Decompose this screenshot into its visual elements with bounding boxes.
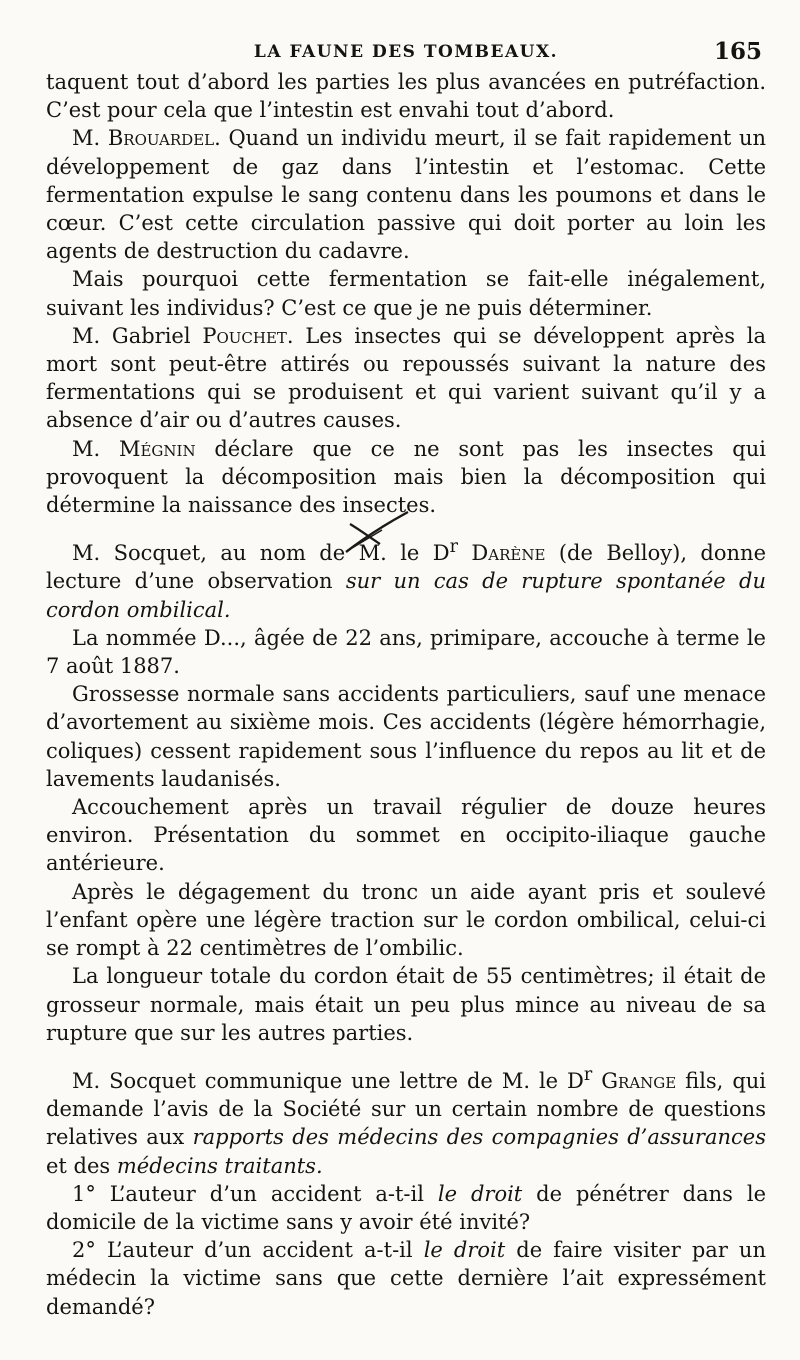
- paragraph: M. Brouardel. Quand un individu meurt, il se fait rapidement un développement de gaz dans l’intestin et l’estomac. Cette fermentation expulse le sang contenu dans les poumons et dans le cœur. C’est cette circulation passive qui doit porter au loin les agents de destruction du cadavre.: [46, 126, 766, 264]
- paragraph: M. Socquet communique une lettre de M. le $D^r$ Grange fils, qui demande l’avis de la Société sur un certain nombre de questions relatives aux rapports des médecins des compagnies d’assurances et des médecins traitants.: [46, 1064, 767, 1178]
- speaker-name: Pouchet.: [202, 323, 294, 348]
- paragraph: Après le dégagement du tronc un aide ayant pris et soulevé l’enfant opère une légère traction sur le cordon ombilical, celui-ci se rompt à 22 centimètres de l’ombilic.: [46, 879, 766, 961]
- paragraph: La nommée D..., âgée de 22 ans, primipare, accouche à terme le 7 août 1887.: [46, 625, 766, 679]
- body-text: [46, 68, 766, 1321]
- paragraph: taquent tout d’abord les parties les plus avancées en putréfaction. C’est pour cela que l’intestin est envahi tout d’abord.: [46, 70, 766, 123]
- paragraph: La longueur totale du cordon était de 55 centimètres; il était de grosseur normale, mais était un peu plus mince au niveau de sa rupture que sur les autres parties.: [46, 964, 766, 1045]
- paragraph: M. Socquet, au nom de M. le $D^r$ Darène (de Belloy), donne lecture d’une observation sur un cas de rupture spontanée du cordon ombilical.: [46, 537, 766, 622]
- question-item: 1° L’auteur d’un accident a-t-il le droit de pénétrer dans le domicile de la victime sans y avoir été invité?: [46, 1181, 766, 1234]
- speaker-name: M. Brouardel.: [72, 126, 221, 151]
- speaker-name: Mégnin: [118, 436, 196, 461]
- paragraph: M. Gabriel Pouchet. Les insectes qui se développent après la mort sont peut-être attirés ou repoussés suivant la nature des fermentations qui se produisent et qui varient suivant qu’il y a absence d’air ou d’autres causes.: [46, 323, 766, 433]
- page-number: 165: [713, 38, 762, 65]
- handwritten-cross-mark: [338, 506, 414, 558]
- running-title: LA FAUNE DES TOMBEAUX.: [253, 42, 559, 62]
- paragraph: M. Mégnin déclare que ce ne sont pas les insectes qui provoquent la décomposition mais bien la décomposition qui détermine la naissance des insectes.: [46, 436, 766, 518]
- doctor-name: Darène: [458, 541, 546, 566]
- paragraph: Mais pourquoi cette fermentation se fait-elle inégalement, suivant les individus? C’est ce que je ne puis déterminer.: [46, 267, 766, 320]
- paragraph: Grossesse normale sans accidents particuliers, sauf une menace d’avortement au sixième mois. Ces accidents (légère hémorrhagie, coliques) cessent rapidement sous l’influence du repos au lit et de lavements laudanisés.: [46, 682, 766, 791]
- page-header: [46, 34, 766, 68]
- doctor-name: Grange: [592, 1068, 677, 1093]
- paragraph: Accouchement après un travail régulier de douze heures environ. Présentation du sommet en occipito-iliaque gauche antérieure.: [46, 795, 766, 876]
- question-item: 2° L’auteur d’un accident a-t-il le droit de faire visiter par un médecin la victime sans que cette dernière l’ait expressément demandé?: [46, 1238, 766, 1319]
- observation-title: sur un cas de rupture spontanée du cordon ombilical.: [46, 569, 766, 622]
